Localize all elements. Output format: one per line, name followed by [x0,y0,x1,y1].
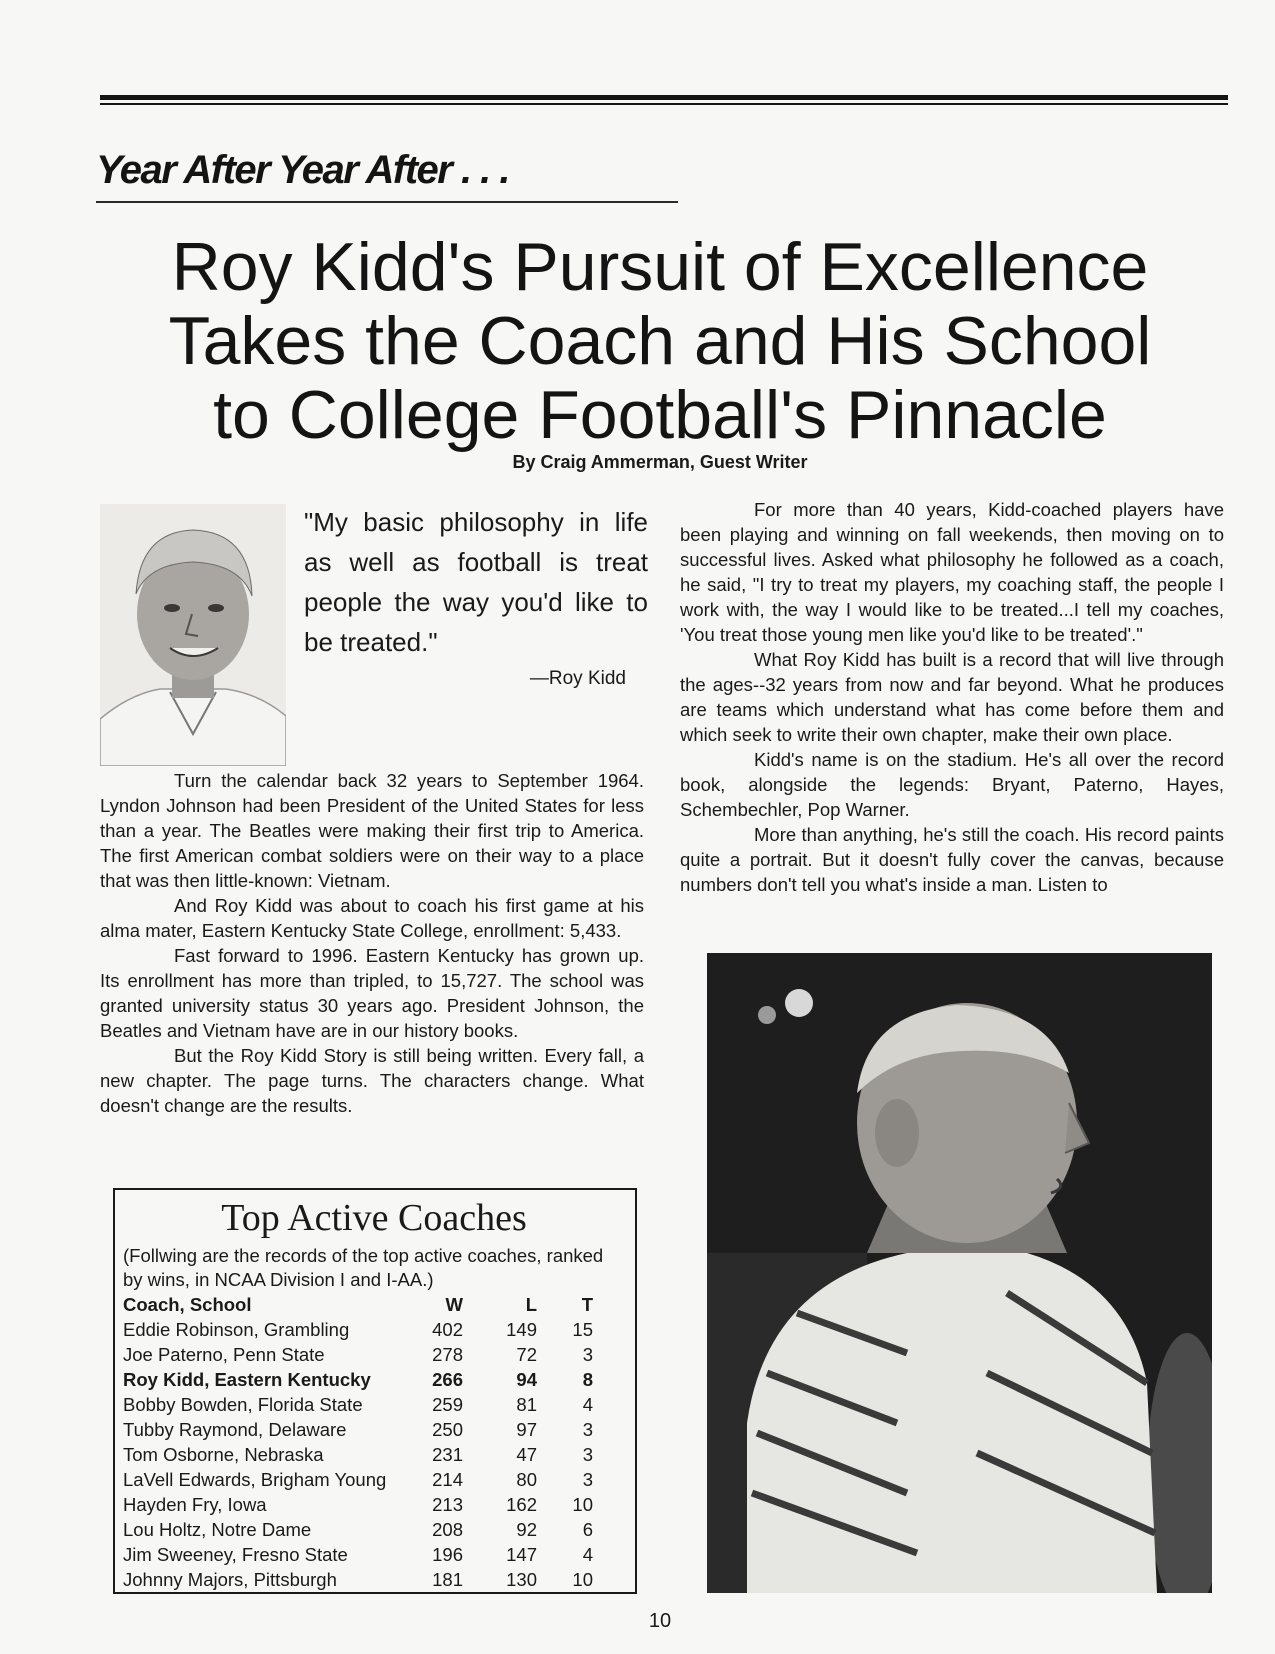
losses-cell: 92 [516,1519,537,1540]
losses-cell: 72 [516,1344,537,1365]
sideline-illustration [707,953,1212,1593]
kicker-rule [96,201,678,203]
section-kicker: Year After Year After . . . [96,148,510,192]
wins-cell: 231 [432,1444,463,1465]
losses-cell: 81 [516,1394,537,1415]
top-coaches-box [113,1188,637,1594]
table-row [123,1567,593,1592]
table-row [123,1417,593,1442]
table-row [123,1517,593,1542]
left-paragraph-2: And Roy Kidd was about to coach his first game at his alma mater, Eastern Kentucky State College, enrollment: 5,433. [100,895,644,941]
ties-cell: 3 [582,1444,593,1465]
wins-cell: 213 [432,1494,463,1515]
table-row [123,1467,593,1492]
ties-cell: 6 [582,1519,593,1540]
byline: By Craig Ammerman, Guest Writer [512,452,808,472]
quote-attribution: —Roy Kidd [529,668,626,689]
ties-cell: 10 [572,1494,593,1515]
wins-cell: 214 [432,1469,463,1490]
header-l: L [525,1294,537,1315]
header-t: T [581,1294,593,1315]
ties-cell: 15 [572,1319,593,1340]
right-paragraph-2: What Roy Kidd has built is a record that will live through the ages--32 years from now and far beyond. What he produces are teams which understand what has come before them and which seek to write their own chapter, make their own place. [680,649,1224,745]
wins-cell: 278 [432,1344,463,1365]
wins-cell: 208 [432,1519,463,1540]
losses-cell: 149 [506,1319,537,1340]
ties-cell: 10 [572,1569,593,1590]
coach-school-cell: Roy Kidd, Eastern Kentucky [123,1369,371,1390]
table-row [123,1392,593,1417]
portrait-photo [100,504,286,766]
wins-cell: 266 [432,1369,463,1390]
right-paragraph-1: For more than 40 years, Kidd-coached players have been playing and winning on fall weekends, then moving on to successful lives. Asked what philosophy he followed as a coach, he said, "I try to treat my players, my coaching staff, the people I work with, the way I would like to be treated...I tell my coaches, 'You treat those young men like you'd like to be treated'." [680,499,1224,645]
portrait-illustration [100,504,286,766]
left-paragraph-3: Fast forward to 1996. Eastern Kentucky has grown up. Its enrollment has more than tripled, to 15,727. The school was granted university status 30 years ago. President Johnson, the Beatles and Vietnam have are in our history books. [100,945,644,1041]
table-row [123,1367,593,1392]
losses-cell: 47 [516,1444,537,1465]
wins-cell: 250 [432,1419,463,1440]
table-row [123,1492,593,1517]
losses-cell: 94 [516,1369,537,1390]
coach-school-cell: Joe Paterno, Penn State [123,1344,325,1365]
coach-school-cell: Eddie Robinson, Grambling [123,1319,350,1340]
ties-cell: 8 [582,1369,593,1390]
pull-quote: "My basic philosophy in life as well as football is treat people the way you'd like to be treated." [304,507,648,657]
table-note: (Follwing are the records of the top active coaches, ranked by wins, in NCAA Division I and I-AA.) [123,1245,604,1290]
wins-cell: 259 [432,1394,463,1415]
coach-school-cell: Jim Sweeney, Fresno State [123,1544,348,1565]
table-title: Top Active Coaches [221,1197,527,1239]
coach-school-cell: Tubby Raymond, Delaware [123,1419,347,1440]
table-row [123,1542,593,1567]
ties-cell: 3 [582,1419,593,1440]
coach-school-cell: LaVell Edwards, Brigham Young [123,1469,387,1490]
losses-cell: 97 [516,1419,537,1440]
right-paragraph-3: Kidd's name is on the stadium. He's all over the record book, alongside the legends: Bryant, Paterno, Hayes, Schembechler, Pop Warner. [680,749,1224,820]
coaches-table [123,1292,593,1592]
page-number: 10 [648,1610,672,1632]
right-paragraph-4: More than anything, he's still the coach. His record paints quite a portrait. But it doesn't fully cover the canvas, because numbers don't tell you what's inside a man. Listen to [680,824,1224,895]
header-coach: Coach, School [123,1294,252,1315]
table-header-row [123,1292,593,1317]
table-row [123,1317,593,1342]
coach-school-cell: Bobby Bowden, Florida State [123,1394,363,1415]
losses-cell: 130 [506,1569,537,1590]
coach-sideline-photo [707,953,1212,1593]
losses-cell: 162 [506,1494,537,1515]
top-rule-thin [100,103,1228,105]
header-w: W [445,1294,463,1315]
wins-cell: 402 [432,1319,463,1340]
losses-cell: 147 [506,1544,537,1565]
coach-school-cell: Lou Holtz, Notre Dame [123,1519,312,1540]
coaches-table-body [123,1317,593,1592]
table-row [123,1342,593,1367]
headline [100,230,1220,452]
coach-school-cell: Tom Osborne, Nebraska [123,1444,324,1465]
table-row [123,1442,593,1467]
coach-school-cell: Johnny Majors, Pittsburgh [123,1569,337,1590]
left-column [100,768,644,1118]
right-column [680,497,1224,897]
left-paragraph-1: Turn the calendar back 32 years to September 1964. Lyndon Johnson had been President of the United States for less than a year. The Beatles were making their first trip to America. The first American combat soldiers were on their way to a place that was then little-known: Vietnam. [100,770,644,891]
coach-school-cell: Hayden Fry, Iowa [123,1494,267,1515]
ties-cell: 4 [582,1394,593,1415]
headline-line-1: Roy Kidd's Pursuit of Excellence [171,229,1149,305]
ties-cell: 3 [582,1344,593,1365]
ties-cell: 3 [582,1469,593,1490]
top-rule-thick [100,95,1228,100]
wins-cell: 196 [432,1544,463,1565]
losses-cell: 80 [516,1469,537,1490]
ties-cell: 4 [582,1544,593,1565]
headline-line-3: to College Football's Pinnacle [213,377,1107,453]
wins-cell: 181 [432,1569,463,1590]
headline-line-2: Takes the Coach and His School [168,303,1152,379]
left-paragraph-4: But the Roy Kidd Story is still being written. Every fall, a new chapter. The page turns. The characters change. What doesn't change are the results. [100,1045,644,1116]
